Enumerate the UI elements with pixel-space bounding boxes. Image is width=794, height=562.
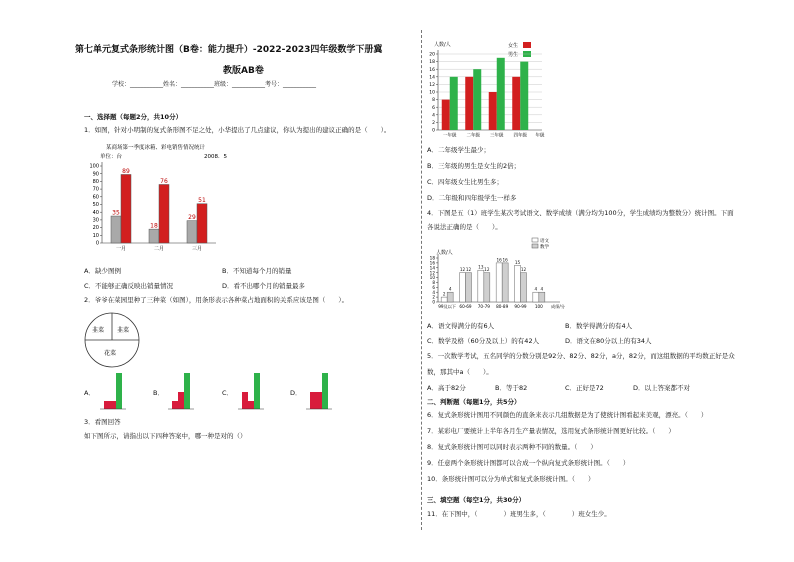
q2-option-c-label[interactable]: C． xyxy=(222,389,234,397)
chart3-ytick-label: 6 xyxy=(432,284,435,290)
q1-option-a[interactable]: A．缺少图例 xyxy=(84,267,121,275)
chart3-category-label: 80-89 xyxy=(496,304,509,310)
q5-text-line1: 5．一次数学考试，五名同学的分数分别是92分、82分、82分，a分，82分，而这组数据的平均数正好是众 xyxy=(427,352,735,360)
chart3-bar xyxy=(502,263,508,302)
fill-item-11: 11．在下图中，（ ）班男生多，（ ）班女生少。 xyxy=(427,510,611,518)
chart3-ytick-label: 18 xyxy=(429,255,435,261)
chart1-ytick-label: 90 xyxy=(92,171,99,178)
q5-option-c[interactable]: C．正好是72 xyxy=(565,384,604,392)
chart2-ytick-label: 12 xyxy=(429,83,435,88)
q2-option-a-chart[interactable] xyxy=(98,370,128,410)
chart1-data-label: 76 xyxy=(160,177,168,185)
chart3-data-label: 16 xyxy=(496,257,502,263)
chart1-data-label: 35 xyxy=(112,209,120,217)
chart3-ytick-label: 10 xyxy=(429,275,435,281)
q2-option-b-label[interactable]: B． xyxy=(153,389,164,397)
chart3-ylabel: 人数/人 xyxy=(436,250,453,256)
chart2-legend-girls: 女生 xyxy=(508,43,519,49)
chart3-legend-chinese-swatch xyxy=(532,238,538,242)
chart3-bar xyxy=(441,297,447,302)
chart2-ytick-label: 18 xyxy=(429,60,435,66)
judge-item-8: 8．复式条形统计图可以同时表示两种不同的数量。（ ） xyxy=(427,443,597,451)
grade-gender-bar-chart xyxy=(426,38,552,142)
chart1-bar xyxy=(197,204,207,243)
chart3-ytick-label: 16 xyxy=(429,260,435,266)
q5-option-a[interactable]: A．高于82分 xyxy=(427,384,466,392)
chart1-ytick-label: 70 xyxy=(92,186,99,193)
score-bar-chart xyxy=(426,236,566,316)
chart3-bar xyxy=(484,273,490,302)
chart2-bar xyxy=(442,100,450,130)
chart3-bar xyxy=(447,292,453,302)
chart2-bar xyxy=(497,58,505,130)
q4-option-a[interactable]: A．语文得满分的有6人 xyxy=(427,322,495,330)
judge-item-10: 10．条形统计图可以分为单式和复式条形统计图。（ ） xyxy=(427,475,595,483)
chart3-category-label: 90-99 xyxy=(514,304,527,310)
chart3-data-label: 12 xyxy=(465,267,472,273)
chart1-data-label: 51 xyxy=(198,197,206,205)
chart3-bar xyxy=(521,273,527,302)
chart3-legend-math-swatch xyxy=(532,244,538,248)
q2-option-b-chart[interactable] xyxy=(166,370,196,410)
chart3-data-label: 4 xyxy=(448,286,452,292)
chart2-ytick-label: 6 xyxy=(432,105,435,111)
chart3-data-label: 4 xyxy=(534,286,538,292)
section2-heading: 二、判断题（每题1分，共5分） xyxy=(427,398,521,406)
section3-heading: 三、填空题（每空1分，共30分） xyxy=(427,496,526,504)
chart3-data-label: 12 xyxy=(520,267,527,273)
chart1-ytick-label: 60 xyxy=(92,194,99,201)
chart2-ytick-label: 20 xyxy=(429,52,435,58)
q1-option-d[interactable]: D．看不出哪个月的销量最多 xyxy=(222,282,306,290)
chart3-legend-math: 数学 xyxy=(540,245,549,250)
chart1-ytick-label: 100 xyxy=(89,163,99,170)
q3-subtext: 如下图所示，请指出以下四种答案中，哪一种是对的（） xyxy=(84,432,247,440)
doc-title-line2: 教版AB卷 xyxy=(223,66,264,76)
chart3-legend-chinese: 语文 xyxy=(540,239,549,244)
pie-label-3: 花菜 xyxy=(104,350,117,357)
chart1-bar xyxy=(187,221,197,243)
judge-item-7: 7．某彩电厂要统计上半年各月生产量表情况，选用复式条形统计图更好比较。（ ） xyxy=(427,427,675,435)
chart2-ytick-label: 2 xyxy=(432,121,435,126)
chart3-bar xyxy=(478,270,484,302)
q2-option-c-chart[interactable] xyxy=(236,370,266,410)
chart2-category-label: 一年级 xyxy=(443,133,457,139)
chart1-category-label: 三月 xyxy=(191,246,203,252)
q1-option-c[interactable]: C．不能够正确反映出销量情况 xyxy=(84,282,174,290)
chart1-title: 某商场第一季度冰箱、彩电销售情况统计 xyxy=(106,145,206,151)
chart2-ytick-label: 4 xyxy=(432,113,435,119)
chart3-bar xyxy=(533,292,539,302)
chart3-category-label: 60-69 xyxy=(459,304,472,310)
chart1-bar xyxy=(149,229,159,243)
chart3-ytick-label: 0 xyxy=(432,299,435,305)
student-info-line: 学校：___________姓名：___________班级：___________考号：___________ xyxy=(112,81,317,88)
chart1-date: 2008．5 xyxy=(204,154,227,160)
q2-option-d-label[interactable]: D． xyxy=(290,389,302,397)
pie-label-2: 韭菜 xyxy=(117,327,130,334)
chart1-bar xyxy=(111,216,121,243)
q2-option-a-label[interactable]: A． xyxy=(84,389,95,397)
chart2-bar xyxy=(473,69,481,130)
chart2-legend-boys: 男生 xyxy=(508,52,519,58)
chart2-legend-girls-swatch xyxy=(523,42,531,48)
q4-text-line1: 4．下图是五（1）班学生某次考试语文、数学成绩（满分均为100分，学生成绩均为整数分）统计图。下面 xyxy=(427,209,734,217)
chart3-bar xyxy=(515,265,521,302)
vegetable-garden-circle xyxy=(80,310,144,370)
q5-option-b[interactable]: B．等于82 xyxy=(495,384,528,392)
chart2-category-label: 三年级 xyxy=(490,133,504,139)
chart2-ytick-label: 16 xyxy=(429,67,435,73)
chart3-ytick-label: 14 xyxy=(429,265,435,271)
q4-option-d[interactable]: D．语文在80分以上的有34人 xyxy=(565,337,652,345)
chart2-ytick-label: 10 xyxy=(429,90,435,96)
chart2-bar xyxy=(465,77,473,130)
q2-text: 2．爷爷在菜园里种了三种菜（如图），用条形表示各种菜占地面积的关系应该是图（ ）。 xyxy=(84,296,349,304)
chart1-ytick-label: 10 xyxy=(92,232,99,239)
q5-option-d[interactable]: D．以上答案都不对 xyxy=(633,384,691,392)
column-divider xyxy=(421,30,422,530)
chart1-ytick-label: 80 xyxy=(92,179,99,185)
chart2-category-label: 二年级 xyxy=(466,133,480,139)
chart1-data-label: 29 xyxy=(188,214,196,222)
q4-option-c[interactable]: C．数学及格（60分及以上）的有42人 xyxy=(427,337,540,345)
chart2-category-label: 四年级 xyxy=(513,133,527,139)
chart2-ytick-label: 14 xyxy=(429,75,435,81)
q2-option-d-chart[interactable] xyxy=(304,370,334,410)
chart1-data-label: 18 xyxy=(150,222,158,230)
q1-text: 1．如图，针对小明制的复式条形图不足之处，小华提出了几点建议，你认为提出的建议正确的是（ ）。 xyxy=(84,126,391,134)
chart3-axis-label: 成绩/分 xyxy=(551,304,565,310)
chart3-bar xyxy=(539,292,545,302)
q3-option-d[interactable]: D．二年级和四年级学生一样多 xyxy=(427,194,517,202)
chart3-ytick-label: 12 xyxy=(429,270,435,276)
chart3-data-label: 13 xyxy=(478,264,484,270)
chart3-data-label: 15 xyxy=(514,259,521,265)
chart2-bar xyxy=(520,62,528,130)
chart1-data-label: 89 xyxy=(122,167,130,175)
chart3-category-label: 99及以下 xyxy=(438,304,457,310)
judge-item-9: 9．任意两个条形统计图都可以合成一个纵向复式条形统计图。（ ） xyxy=(427,459,630,467)
chart3-bar xyxy=(496,263,502,302)
chart3-bar xyxy=(466,273,472,302)
q1-option-b[interactable]: B．不知道每个月的销量 xyxy=(222,267,292,275)
sales-bar-chart xyxy=(86,140,236,258)
chart2-axis-label: 年级 xyxy=(535,133,545,139)
chart3-ytick-label: 2 xyxy=(432,294,435,300)
chart3-data-label: 16 xyxy=(502,257,508,263)
q3-option-b[interactable]: B．三年级的男生是女生的2倍； xyxy=(427,162,521,170)
q4-text-line2: 各说法正确的是（ ）。 xyxy=(427,223,502,231)
chart1-unit: 单位：台 xyxy=(100,154,123,160)
chart2-bar xyxy=(450,77,458,130)
q5-text-line2: 数，那其中a（ ）。 xyxy=(427,368,493,376)
chart3-category-label: 70-79 xyxy=(477,304,490,310)
q3-text: 3．看图回答 xyxy=(84,418,121,426)
chart3-data-label: 4 xyxy=(540,286,544,292)
chart2-ylabel: 人数/人 xyxy=(434,42,451,48)
chart3-data-label: 2 xyxy=(442,291,446,297)
chart1-ytick-label: 40 xyxy=(92,209,99,216)
chart3-ytick-label: 8 xyxy=(432,280,435,286)
chart3-data-label: 12 xyxy=(459,267,466,273)
chart3-bar xyxy=(460,273,466,302)
chart3-data-label: 12 xyxy=(484,267,490,273)
chart2-ytick-label: 8 xyxy=(432,98,435,104)
chart3-ytick-label: 4 xyxy=(432,289,435,295)
chart2-bar xyxy=(512,77,520,130)
chart1-bar xyxy=(121,174,131,243)
section1-heading: 一、选择题（每题2分，共10分） xyxy=(84,113,183,121)
chart1-ytick-label: 30 xyxy=(92,217,99,224)
chart1-ytick-label: 20 xyxy=(92,225,99,232)
q3-option-c[interactable]: C．四年级女生比男生多； xyxy=(427,178,504,186)
chart1-category-label: 二月 xyxy=(153,246,165,252)
chart2-ytick-label: 0 xyxy=(432,128,435,134)
judge-item-6: 6．复式条形统计图用不同颜色的直条来表示几组数据是为了使统计图看起来美观，漂亮。（ ） xyxy=(427,411,708,419)
pie-label-1: 韭菜 xyxy=(92,327,105,334)
chart1-ytick-label: 0 xyxy=(95,240,99,247)
chart2-bar xyxy=(489,92,497,130)
chart1-bar xyxy=(159,184,169,243)
chart1-category-label: 一月 xyxy=(115,246,127,252)
doc-title-line1: 第七单元复式条形统计图（B卷：能力提升）-2022-2023四年级数学下册冀 xyxy=(75,45,383,55)
q4-option-b[interactable]: B．数学得满分的有4人 xyxy=(565,322,633,330)
chart1-ytick-label: 50 xyxy=(92,202,99,209)
chart3-category-label: 100 xyxy=(534,304,543,310)
q3-option-a[interactable]: A．二年级学生最少； xyxy=(427,146,490,154)
